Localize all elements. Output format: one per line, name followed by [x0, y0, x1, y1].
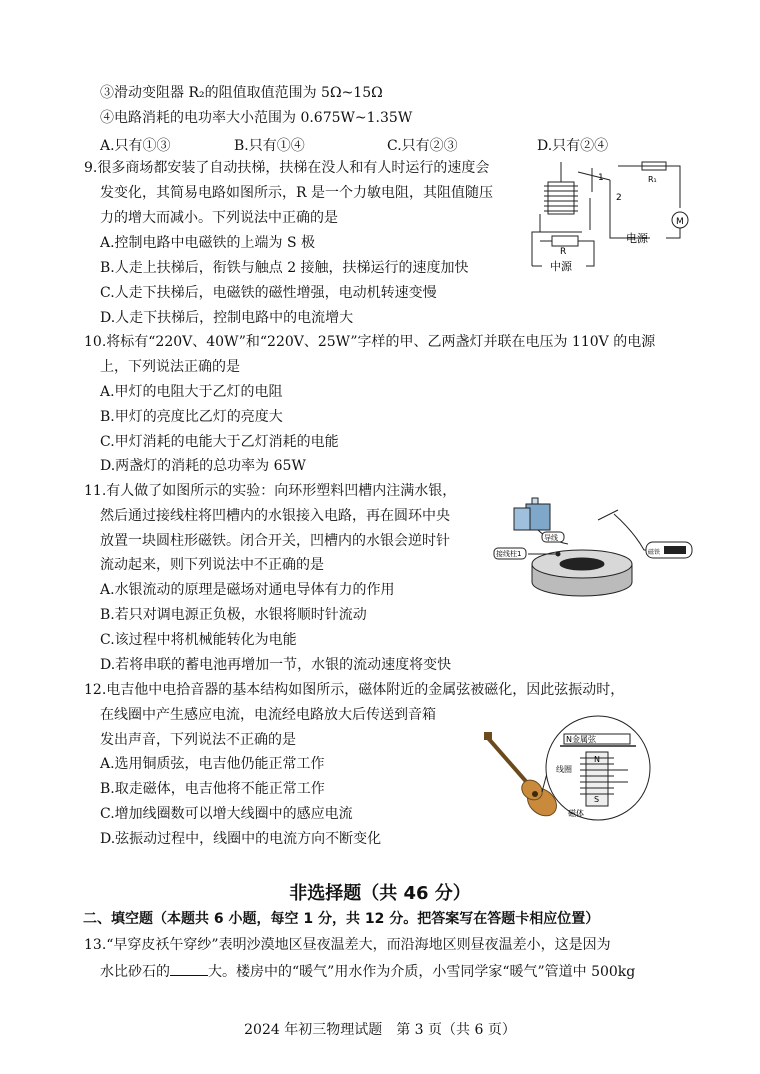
- q8-choice-c: C.只有②③: [387, 138, 458, 154]
- q9-choice-b: B.人走上扶梯后，衔铁与触点 2 接触，扶梯运行的速度加快: [100, 260, 469, 276]
- q12-choice-a: A.选用铜质弦，电吉他仍能正常工作: [100, 756, 325, 772]
- page-footer: 2024 年初三物理试题 第 3 页（共 6 页）: [244, 1022, 516, 1038]
- q13-line2-post: 大。楼房中的“暖气”用水作为介质，小雪同学家“暖气”管道中 500kg: [208, 964, 636, 980]
- north-pole-label: N: [594, 755, 600, 764]
- electromagnet-coil: [544, 186, 578, 211]
- battery-cell-2: [514, 508, 530, 530]
- post1-label: 接线柱1: [496, 550, 522, 558]
- section-heading: 二、填空题（本题共 6 小题，每空 1 分，共 12 分。把答案写在答题卡相应位置）: [83, 911, 600, 927]
- q13-line2-pre: 水比砂石的: [100, 964, 170, 980]
- r1-label: R₁: [648, 175, 657, 184]
- q8-choice-a: A.只有①③: [100, 138, 171, 154]
- q9-choice-d: D.人走下扶梯后，控制电路中的电流增大: [100, 310, 354, 326]
- q10-choice-c: C.甲灯消耗的电能大于乙灯消耗的电能: [100, 434, 339, 450]
- q10-stem-line2: 上，下列说法正确的是: [100, 359, 240, 375]
- control-power-label: 中源: [550, 260, 572, 273]
- q10-choice-d: D.两盏灯的消耗的总功率为 65W: [100, 458, 306, 474]
- string-label: N金属弦: [566, 735, 596, 744]
- q12-stem-line3: 发出声音，下列说法不正确的是: [100, 732, 296, 748]
- q9-stem-line1: 9.很多商场都安装了自动扶梯，扶梯在没人和有人时运行的速度会: [84, 160, 490, 176]
- q12-choice-c: C.增加线圈数可以增大线圈中的感应电流: [100, 806, 353, 822]
- q13-line2: [100, 961, 635, 981]
- answer-blank[interactable]: [170, 961, 208, 976]
- section-title: 非选择题（共 46 分）: [289, 883, 471, 904]
- q11-choice-a: A.水银流动的原理是磁场对通电导体有力的作用: [100, 582, 395, 598]
- q8-choice-d: D.只有②④: [537, 138, 609, 154]
- q9-stem-line2: 发变化，其简易电路如图所示，R 是一个力敏电阻，其阻值随压: [100, 185, 493, 201]
- magnet-label: 磁铁: [648, 549, 661, 556]
- q12-choice-d: D.弦振动过程中，线圈中的电流方向不断变化: [100, 831, 382, 847]
- q11-stem-line3: 放置一块圆柱形磁铁。闭合开关，凹槽内的水银会逆时针: [100, 533, 450, 549]
- q11-choice-c: C.该过程中将机械能转化为电能: [100, 632, 297, 648]
- q9-circuit-figure: [530, 158, 690, 274]
- q12-stem-line2: 在线圈中产生感应电流，电流经电路放大后传送到音箱: [100, 707, 436, 723]
- armature: [578, 172, 610, 180]
- q11-stem-line1: 11.有人做了如图所示的实验：向环形塑料凹槽内注满水银，: [84, 483, 457, 499]
- power-source-label: 电源: [626, 232, 648, 245]
- q12-choice-b: B.取走磁体，电吉他将不能正常工作: [100, 781, 325, 797]
- q8-choice-b: B.只有①④: [234, 138, 305, 154]
- contact-2-label: 2: [616, 193, 622, 203]
- q9-choice-c: C.人走下扶梯后，电磁铁的磁性增强，电动机转速变慢: [100, 285, 437, 301]
- q10-choice-b: B.甲灯的亮度比乙灯的亮度大: [100, 409, 283, 425]
- force-resistor-r: [552, 236, 578, 246]
- coil-label: 线圈: [556, 765, 572, 774]
- q10-stem-line1: 10.将标有“220V、40W”和“220V、25W”字样的甲、乙两盏灯并联在电压为 110V 的电源: [84, 334, 656, 350]
- motor-label: M: [676, 217, 684, 227]
- q13-line1: 13.“早穿皮袄午穿纱”表明沙漠地区昼夜温差大，而沿海地区则昼夜温差小，这是因为: [84, 937, 611, 953]
- q11-choice-b: B.若只对调电源正负极，水银将顺时针流动: [100, 607, 367, 623]
- q12-stem-line1: 12.电吉他中电拾音器的基本结构如图所示，磁体附近的金属弦被磁化，因此弦振动时，: [84, 682, 625, 698]
- q8-item3: ③滑动变阻器 R₂的阻值取值范围为 5Ω~15Ω: [100, 85, 383, 101]
- r-label: R: [560, 247, 567, 257]
- q12-guitar-figure: [480, 706, 680, 836]
- q9-choice-a: A.控制电路中电磁铁的上端为 S 极: [100, 235, 316, 251]
- q11-stem-line2: 然后通过接线柱将凹槽内的水银接入电路，再在圆环中央: [100, 508, 450, 524]
- center-magnet: [560, 558, 604, 570]
- magnet-label: 磁体: [568, 809, 584, 818]
- q8-item4: ④电路消耗的电功率大小范围为 0.675W~1.35W: [100, 110, 413, 126]
- wire-label: 导线: [544, 534, 558, 542]
- q9-stem-line3: 力的增大而减小。下列说法中正确的是: [100, 210, 338, 226]
- q11-choice-d: D.若将串联的蓄电池再增加一节，水银的流动速度将变快: [100, 657, 452, 673]
- q11-mercury-figure: [492, 492, 697, 608]
- q11-stem-line4: 流动起来，则下列说法中不正确的是: [100, 557, 324, 573]
- electromagnet-core: [548, 182, 574, 214]
- q10-choice-a: A.甲灯的电阻大于乙灯的电阻: [100, 384, 283, 400]
- contact-1-label: 1: [598, 173, 604, 183]
- south-pole-label: S: [594, 795, 600, 804]
